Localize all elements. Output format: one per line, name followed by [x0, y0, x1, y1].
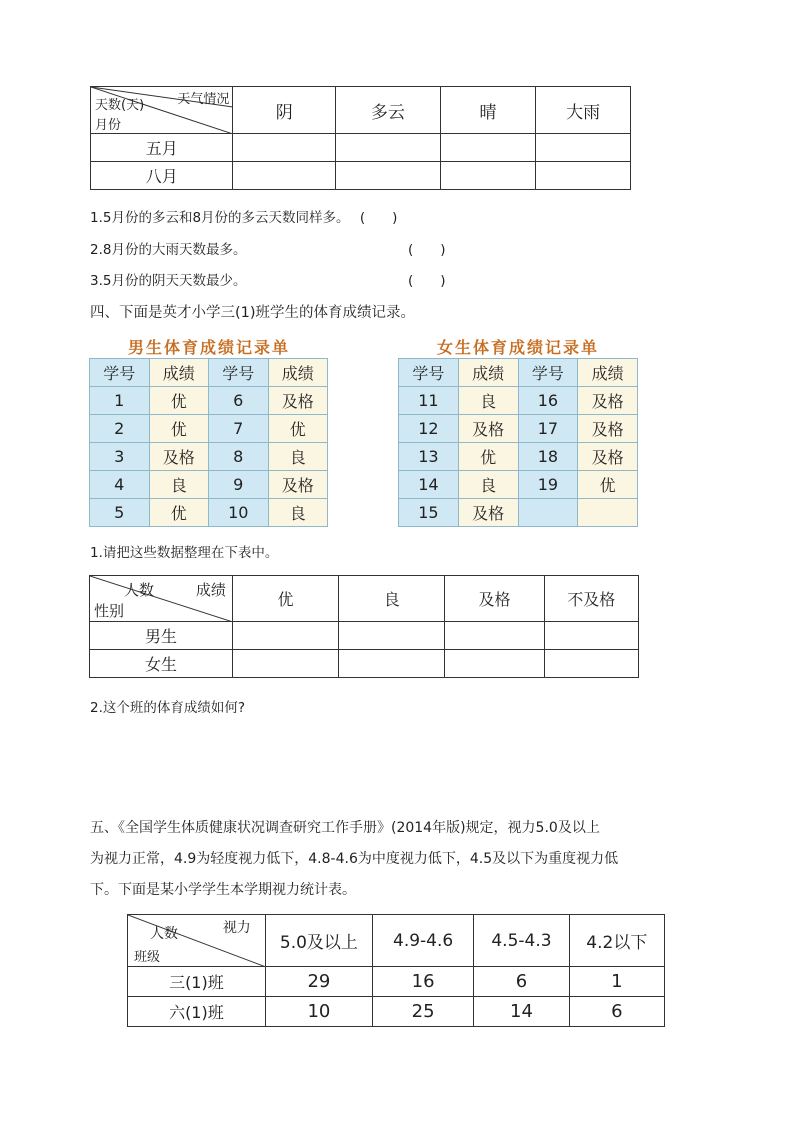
grade-cell[interactable] — [339, 650, 445, 678]
student-id: 13 — [399, 443, 459, 471]
student-id: 11 — [399, 387, 459, 415]
boys-record-title: 男生体育成绩记录单 — [127, 338, 290, 357]
grade-cell[interactable] — [339, 622, 445, 650]
student-id: 19 — [518, 471, 578, 499]
header-cell: 学号 — [399, 359, 459, 387]
header-cell: 成绩 — [149, 359, 209, 387]
judgment-text: 1.5月份的多云和8月份的多云天数同样多。 — [90, 210, 350, 226]
girls-record-table — [398, 358, 638, 527]
answer-parentheses[interactable]: ( ) — [408, 242, 446, 258]
section4-heading: 四、下面是英才小学三(1)班学生的体育成绩记录。 — [90, 305, 416, 321]
answer-parentheses[interactable]: ( ) — [359, 210, 398, 226]
grade: 良 — [458, 387, 518, 415]
student-id: 16 — [518, 387, 578, 415]
weather-table-corner — [91, 87, 233, 134]
table-row — [399, 471, 638, 499]
table-row — [128, 997, 665, 1027]
grade: 及格 — [578, 415, 638, 443]
vision-count: 10 — [265, 997, 372, 1027]
header-cell: 成绩 — [268, 359, 328, 387]
student-id: 10 — [209, 499, 269, 527]
corner-bottom-label: 班级 — [134, 950, 161, 965]
corner-left-label: 人数 — [124, 581, 155, 599]
header-cell: 学号 — [518, 359, 578, 387]
judgment-3 — [90, 269, 246, 289]
weather-cell[interactable] — [536, 162, 631, 190]
grade: 良 — [149, 471, 209, 499]
header-cell: 学号 — [209, 359, 269, 387]
weather-row-label: 五月 — [91, 134, 233, 162]
student-id: 6 — [209, 387, 269, 415]
section4-q2: 2.这个班的体育成绩如何? — [90, 700, 246, 716]
grade: 优 — [149, 499, 209, 527]
grade-cell[interactable] — [232, 622, 338, 650]
grade-table-corner — [90, 576, 233, 622]
header-cell: 学号 — [90, 359, 150, 387]
student-id: 17 — [518, 415, 578, 443]
grade: 及格 — [578, 443, 638, 471]
grade: 及格 — [458, 499, 518, 527]
vision-table-corner — [128, 915, 266, 967]
vision-count: 25 — [372, 997, 473, 1027]
grade: 良 — [268, 499, 328, 527]
table-row — [90, 387, 328, 415]
weather-cell[interactable] — [336, 134, 441, 162]
grade-col-header: 及格 — [445, 576, 544, 622]
weather-col-header: 晴 — [440, 87, 536, 134]
table-row — [90, 499, 328, 527]
table-row — [399, 387, 638, 415]
grade: 良 — [268, 443, 328, 471]
judgment-text: 3.5月份的阴天天数最少。 — [90, 273, 247, 289]
section5-line: 下。下面是某小学学生本学期视力统计表。 — [90, 882, 356, 898]
grade-cell[interactable] — [445, 650, 544, 678]
class-label: 三(1)班 — [128, 967, 266, 997]
section5-line: 五、《全国学生体质健康状况调查研究工作手册》(2014年版)规定，视力5.0及以上 — [90, 820, 600, 836]
table-row — [399, 415, 638, 443]
grade: 优 — [458, 443, 518, 471]
grade-row-label: 女生 — [90, 650, 233, 678]
grade-summary-table — [89, 575, 639, 678]
vision-count: 1 — [569, 967, 664, 997]
grade: 良 — [458, 471, 518, 499]
table-row — [399, 499, 638, 527]
grade-cell[interactable] — [544, 622, 638, 650]
student-id: 4 — [90, 471, 150, 499]
judgment-2 — [90, 238, 246, 258]
vision-count: 6 — [569, 997, 664, 1027]
corner-right-label: 成绩 — [195, 581, 226, 599]
grade: 及格 — [268, 471, 328, 499]
student-id: 18 — [518, 443, 578, 471]
grade: 及格 — [458, 415, 518, 443]
boys-record-table — [89, 358, 328, 527]
class-label: 六(1)班 — [128, 997, 266, 1027]
weather-col-header: 多云 — [336, 87, 441, 134]
grade-cell[interactable] — [544, 650, 638, 678]
answer-parentheses[interactable]: ( ) — [408, 273, 446, 289]
vision-count: 16 — [372, 967, 473, 997]
vision-col-header: 4.5-4.3 — [474, 915, 569, 967]
corner-right-label: 视力 — [222, 920, 251, 936]
weather-cell[interactable] — [336, 162, 441, 190]
grade: 优 — [149, 387, 209, 415]
weather-cell[interactable] — [440, 134, 536, 162]
grade: 优 — [578, 471, 638, 499]
student-id: 9 — [209, 471, 269, 499]
corner-top-label: 天气情况 — [177, 92, 230, 107]
vision-col-header: 5.0及以上 — [265, 915, 372, 967]
vision-col-header: 4.2以下 — [569, 915, 664, 967]
corner-mid-label: 天数(天) — [95, 98, 145, 113]
grade-col-header: 优 — [232, 576, 338, 622]
grade-col-header: 不及格 — [544, 576, 638, 622]
grade: 及格 — [268, 387, 328, 415]
weather-cell[interactable] — [233, 162, 336, 190]
student-id: 15 — [399, 499, 459, 527]
section5-line: 为视力正常，4.9为轻度视力低下，4.8-4.6为中度视力低下，4.5及以下为重度视力低 — [90, 851, 619, 867]
vision-statistics-table — [127, 914, 665, 1027]
grade: 及格 — [149, 443, 209, 471]
student-id: 5 — [90, 499, 150, 527]
section4-q1: 1.请把这些数据整理在下表中。 — [90, 545, 279, 561]
corner-left-label: 人数 — [150, 926, 178, 942]
section5-paragraph — [90, 813, 730, 906]
table-row — [399, 443, 638, 471]
grade: 优 — [268, 415, 328, 443]
table-row — [90, 471, 328, 499]
grade-row-label: 男生 — [90, 622, 233, 650]
grade: 优 — [149, 415, 209, 443]
student-id: 8 — [209, 443, 269, 471]
girls-record-title: 女生体育成绩记录单 — [436, 338, 599, 357]
vision-count: 29 — [265, 967, 372, 997]
weather-table — [90, 86, 631, 190]
weather-cell[interactable] — [233, 134, 336, 162]
grade: 及格 — [578, 387, 638, 415]
corner-bottom-label: 月份 — [95, 118, 122, 133]
corner-bottom-label: 性别 — [94, 602, 125, 620]
student-id: 1 — [90, 387, 150, 415]
vision-count: 6 — [474, 967, 569, 997]
weather-cell[interactable] — [440, 162, 536, 190]
grade-cell[interactable] — [232, 650, 338, 678]
grade-cell[interactable] — [445, 622, 544, 650]
student-id — [518, 499, 578, 527]
student-id: 2 — [90, 415, 150, 443]
student-id: 12 — [399, 415, 459, 443]
header-cell: 成绩 — [458, 359, 518, 387]
weather-cell[interactable] — [536, 134, 631, 162]
vision-col-header: 4.9-4.6 — [372, 915, 473, 967]
grade — [578, 499, 638, 527]
judgment-text: 2.8月份的大雨天数最多。 — [90, 242, 247, 258]
weather-col-header: 大雨 — [536, 87, 631, 134]
student-id: 7 — [209, 415, 269, 443]
vision-count: 14 — [474, 997, 569, 1027]
student-id: 14 — [399, 471, 459, 499]
table-row — [90, 415, 328, 443]
grade-col-header: 良 — [339, 576, 445, 622]
table-row — [90, 443, 328, 471]
weather-row-label: 八月 — [91, 162, 233, 190]
judgment-1 — [90, 206, 397, 226]
table-row — [128, 967, 665, 997]
weather-col-header: 阴 — [233, 87, 336, 134]
student-id: 3 — [90, 443, 150, 471]
header-cell: 成绩 — [578, 359, 638, 387]
